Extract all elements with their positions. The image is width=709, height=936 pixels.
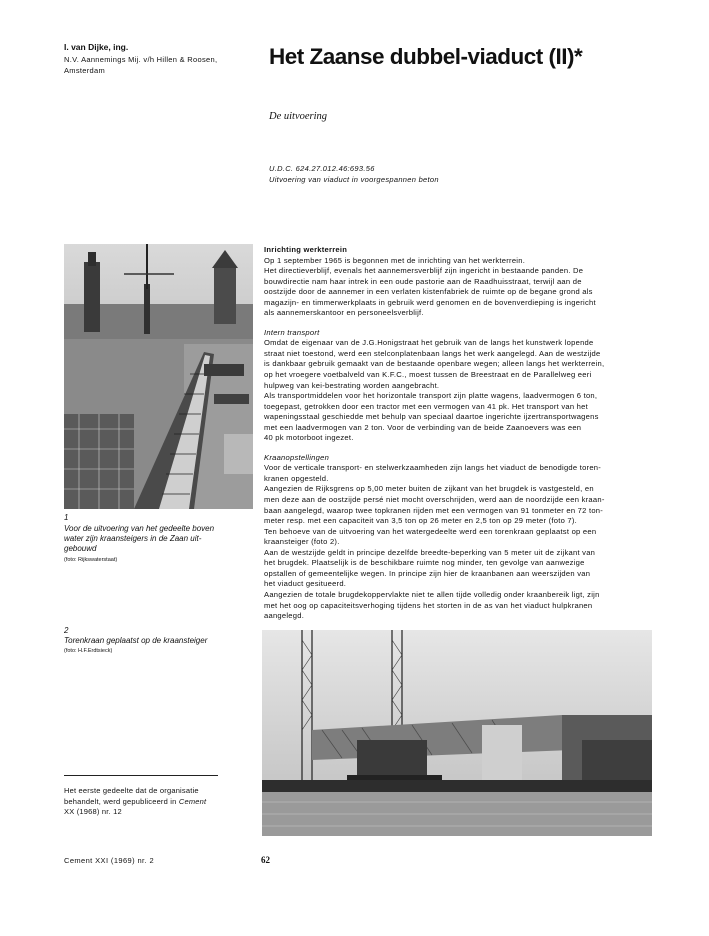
paragraph-line: Aangezien de Rijksgrens op 5,00 meter buiten de zijkant van het brugdek is vastgesteld, en xyxy=(264,484,594,494)
figure-2-credit: (foto: H.F.Erdtsieck) xyxy=(64,648,113,654)
author-affiliation: N.V. Aannemings Mij. v/h Hillen & Roosen, xyxy=(64,55,218,64)
paragraph-line: 40 pk motorboot ingezet. xyxy=(264,433,354,443)
paragraph-line: Voor de verticale transport- en stelwerkzaamheden zijn langs het viaduct de benodigde toren- xyxy=(264,463,602,473)
article-title: Het Zaanse dubbel-viaduct (II)* xyxy=(269,44,583,69)
paragraph-line: kraansteiger (foto 2). xyxy=(264,537,340,547)
paragraph-line: kranen opgesteld. xyxy=(264,473,329,483)
paragraph-line: met het oog op capaciteitsverhoging tijdens het storten in de as van het viaduct hulpkranen xyxy=(264,600,593,610)
figure-1-number: 1 xyxy=(64,513,69,522)
figure-1-caption-line: gebouwd xyxy=(64,544,97,553)
section-heading: Inrichting werkterrein xyxy=(264,245,348,254)
footnote-divider xyxy=(64,775,218,776)
paragraph-line: aangelegd. xyxy=(264,611,305,621)
paragraph-line: opstallen of gemeentelijke wegen. In principe zijn hier de kraanbanen aan weerszijden van xyxy=(264,568,591,578)
author-city: Amsterdam xyxy=(64,66,106,75)
photo-viaduct-construction xyxy=(64,244,253,509)
paragraph-line: Het directieverblijf, evenals het aannemersverblijf zijn ingericht in bestaande panden. De xyxy=(264,266,584,276)
paragraph-line: toegepast, getrokken door een tractor met een vermogen van 41 pk. Het transport van het xyxy=(264,401,588,411)
paragraph-line: Aangezien de totale brugdekoppervlakte niet te allen tijde volledig onder kraanbereik ligt, zijn xyxy=(264,589,600,599)
paragraph-line: is dankbaar gebruik gemaakt van de bestaande openbare wegen; alleen langs het werkterrein, xyxy=(264,359,605,369)
journal-reference: Cement XXI (1969) nr. 2 xyxy=(64,856,155,865)
udc-description: Uitvoering van viaduct in voorgespannen beton xyxy=(269,175,439,184)
udc-code: U.D.C. 624.27.012.46:693.56 xyxy=(269,164,375,173)
page-number: 62 xyxy=(261,855,270,865)
paragraph-line: het brugdek. Plaatselijk is de beschikbare ruimte nog minder, ten gevolge van aanwezige xyxy=(264,558,585,568)
paragraph-line: bouwdirectie nam haar intrek in een oude pastorie aan de Raadhuisstraat, terwijl aan de xyxy=(264,276,582,286)
photo-tower-crane xyxy=(262,630,652,836)
paragraph-line: Ten behoeve van de uitvoering van het watergedeelte werd een torenkraan geplaatst op een xyxy=(264,526,597,536)
crane-photo-illustration xyxy=(262,630,652,836)
paragraph-line: Aan de westzijde geldt in principe dezelfde breedte-beperking van 5 meter uit de zijkant van xyxy=(264,547,596,557)
paragraph-line: men deze aan de oostzijde persé niet mocht overschrijden, werd aan de noordzijde een kraan- xyxy=(264,495,605,505)
paragraph-line: oostzijde door de aannemer in een verlaten kistenfabriek de ruimte op de begane grond als xyxy=(264,287,593,297)
author-name: I. van Dijke, ing. xyxy=(64,42,129,52)
footnote-journal: Cement xyxy=(178,796,207,806)
paragraph-line: meter resp. met een capaciteit van 3,5 ton op 26 meter en 2,5 ton op 29 meter (foto 7). xyxy=(264,516,578,526)
figure-1-caption-line: Voor de uitvoering van het gedeelte boven xyxy=(64,524,215,533)
paragraph-line: Omdat de eigenaar van de J.G.Honigstraat het gebruik van de langs het kunstwerk lopende xyxy=(264,338,594,348)
paragraph-line: op het vroegere voetbalveld van K.F.C., moest tussen de Breestraat en de Parallelweg eeri xyxy=(264,370,592,380)
article-subtitle: De uitvoering xyxy=(269,111,328,122)
figure-2-caption: Torenkraan geplaatst op de kraansteiger xyxy=(64,636,208,645)
paragraph-line: magazijn- en timmerwerkplaats in gebruik werd genomen en de bovenverdieping is ingericht xyxy=(264,297,596,307)
section-heading: Intern transport xyxy=(264,327,320,337)
body-text xyxy=(264,245,652,622)
paragraph-line: hulpweg van kei-bestrating worden aangebracht. xyxy=(264,380,440,390)
paragraph-line: wapeningsstaal geschiedde met behulp van speciaal daartoe ingerichte ijzertransportwagens xyxy=(264,412,599,422)
footnote-line: XX (1968) nr. 12 xyxy=(64,807,122,816)
paragraph-line: Op 1 september 1965 is begonnen met de inrichting van het werkterrein. xyxy=(264,255,526,265)
figure-1-credit: (foto: Rijkswaterstaat) xyxy=(64,557,118,563)
figure-1-caption xyxy=(64,524,244,554)
footnote-line: Het eerste gedeelte dat de organisatie xyxy=(64,786,199,795)
paragraph-line: Als transportmiddelen voor het horizontale transport zijn platte wagens, laadvermogen 6 ton, xyxy=(264,391,598,401)
section-heading: Kraanopstellingen xyxy=(264,452,330,462)
footnote-text: behandelt, werd gepubliceerd in xyxy=(64,796,177,806)
paragraph-line: het viaduct gesitueerd. xyxy=(264,579,347,589)
footnote-line xyxy=(64,797,239,808)
viaduct-photo-illustration xyxy=(64,244,253,509)
paragraph-line: straat niet toestond, werd een stelconplatenbaan langs het werk aangelegd. Aan de westzijde xyxy=(264,348,601,358)
paragraph-line: als aannemerskantoor en personeelsverblijf. xyxy=(264,308,424,318)
paragraph-line: met een laadvermogen van 2 ton. Voor de verbinding van de beide Zaanoevers was een xyxy=(264,422,582,432)
figure-1-caption-line: water zijn kraansteigers in de Zaan uit- xyxy=(64,534,202,543)
footnote xyxy=(64,786,239,818)
figure-2-number: 2 xyxy=(64,626,69,635)
paragraph-line: baan aangelegd, waarop twee topkranen rijden met een vermogen van 91 tonmeter en 72 ton- xyxy=(264,505,604,515)
